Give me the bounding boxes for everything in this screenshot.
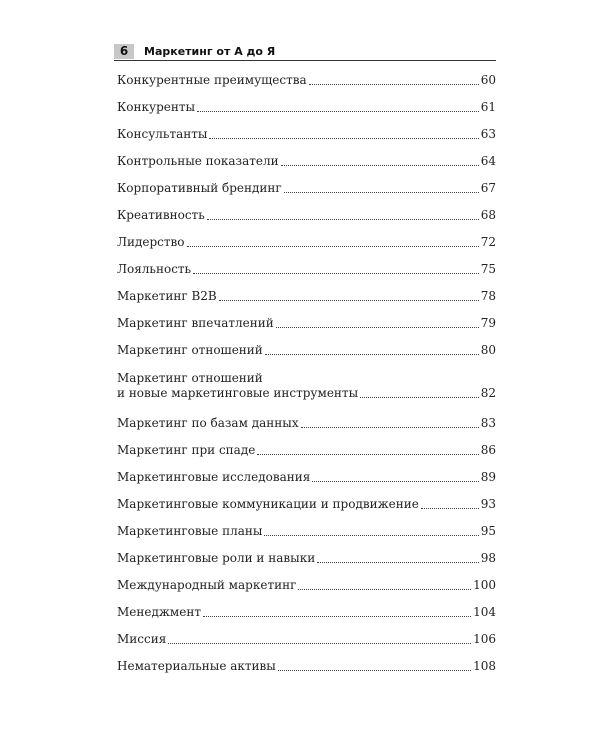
toc-entry-title: Маркетинг отношений [117,343,263,357]
toc-entry-title: Маркетинг B2B [117,289,217,303]
toc-entry-title: Контрольные показатели [117,154,279,168]
dot-leader [278,669,471,671]
toc-entry-title: Менеджмент [117,605,201,619]
toc-entry-page: 63 [480,127,496,141]
toc-entry-page: 93 [480,497,496,511]
toc-entry-page: 82 [480,386,496,400]
toc-entry [117,524,496,539]
toc-entry-page: 60 [480,73,496,87]
toc-entry-title: Лидерство [117,235,185,249]
toc-entry [117,73,496,88]
toc-entry-page: 67 [480,181,496,195]
dot-leader [197,110,479,112]
toc-entry [117,100,496,115]
toc-entry [117,235,496,250]
toc-entry-page: 106 [473,632,496,646]
dot-leader [281,164,479,166]
toc-entry [117,497,496,512]
dot-leader [298,588,471,590]
dot-leader [360,396,479,398]
toc-entry-title: Маркетинг при спаде [117,443,256,457]
toc-entry [117,343,496,358]
dot-leader [219,299,479,301]
toc-entry-title: Консультанты [117,127,208,141]
toc-entry [117,371,496,401]
dot-leader [264,534,478,536]
toc-entry [117,470,496,485]
dot-leader [421,507,479,509]
toc-entry-page: 78 [480,289,496,303]
dot-leader [209,137,478,139]
dot-leader [207,218,479,220]
dot-leader [193,272,479,274]
dot-leader [284,191,479,193]
toc-entry-title: Маркетинговые роли и навыки [117,551,316,565]
toc-entry-title: Маркетинговые планы [117,524,263,538]
toc-entry-page: 86 [480,443,496,457]
dot-leader [257,453,478,455]
running-header [114,44,496,58]
dot-leader [276,326,479,328]
toc-entry-page: 89 [480,470,496,484]
toc-entry-page: 98 [480,551,496,565]
toc-entry-title: Миссия [117,632,167,646]
toc-entry [117,443,496,458]
toc-entry [117,208,496,223]
toc-entry-title: Нематериальные активы [117,659,276,673]
toc-entry [117,289,496,304]
dot-leader [187,245,479,247]
toc-entry-page: 80 [480,343,496,357]
dot-leader [301,426,479,428]
toc-entry [117,632,496,647]
toc-entry-title: Маркетинг отношений и новые маркетинговые инструменты [117,371,359,400]
toc-entry-page: 83 [480,416,496,430]
toc-entry [117,416,496,431]
toc-entry-page: 61 [480,100,496,114]
toc-entry-page: 104 [473,605,496,619]
book-title: Маркетинг от А до Я [144,44,276,58]
toc-entry-page: 95 [480,524,496,538]
toc-entry-page: 79 [480,316,496,330]
toc-entry-title: Маркетинг впечатлений [117,316,274,330]
toc-entry-page: 72 [480,235,496,249]
toc-entry [117,578,496,593]
toc-entry [117,605,496,620]
toc-entry-title: Маркетинг по базам данных [117,416,299,430]
toc-entry-title: Лояльность [117,262,192,276]
dot-leader [317,561,479,563]
dot-leader [312,480,478,482]
dot-leader [265,353,479,355]
toc-entry-title: Конкурентные преимущества [117,73,307,87]
toc-entry-page: 75 [480,262,496,276]
toc-entry-title: Креативность [117,208,205,222]
toc-entry-page: 68 [480,208,496,222]
toc-entry [117,127,496,142]
dot-leader [203,615,471,617]
header-rule [114,60,496,61]
toc-entry-title: Корпоративный брендинг [117,181,282,195]
toc-entry-page: 100 [473,578,496,592]
page-number: 6 [114,44,134,59]
toc-entry-title: Международный маркетинг [117,578,297,592]
toc-entry [117,659,496,674]
toc-entry-title: Маркетинговые коммуникации и продвижение [117,497,419,511]
toc-entry [117,262,496,277]
toc-entry [117,181,496,196]
toc-entry [117,154,496,169]
toc-entry [117,316,496,331]
dot-leader [168,642,471,644]
dot-leader [309,83,479,85]
toc-entry-page: 64 [480,154,496,168]
toc-entry-title: Маркетинговые исследования [117,470,311,484]
toc-entry [117,551,496,566]
toc-entry-title: Конкуренты [117,100,196,114]
toc-entry-page: 108 [473,659,496,673]
